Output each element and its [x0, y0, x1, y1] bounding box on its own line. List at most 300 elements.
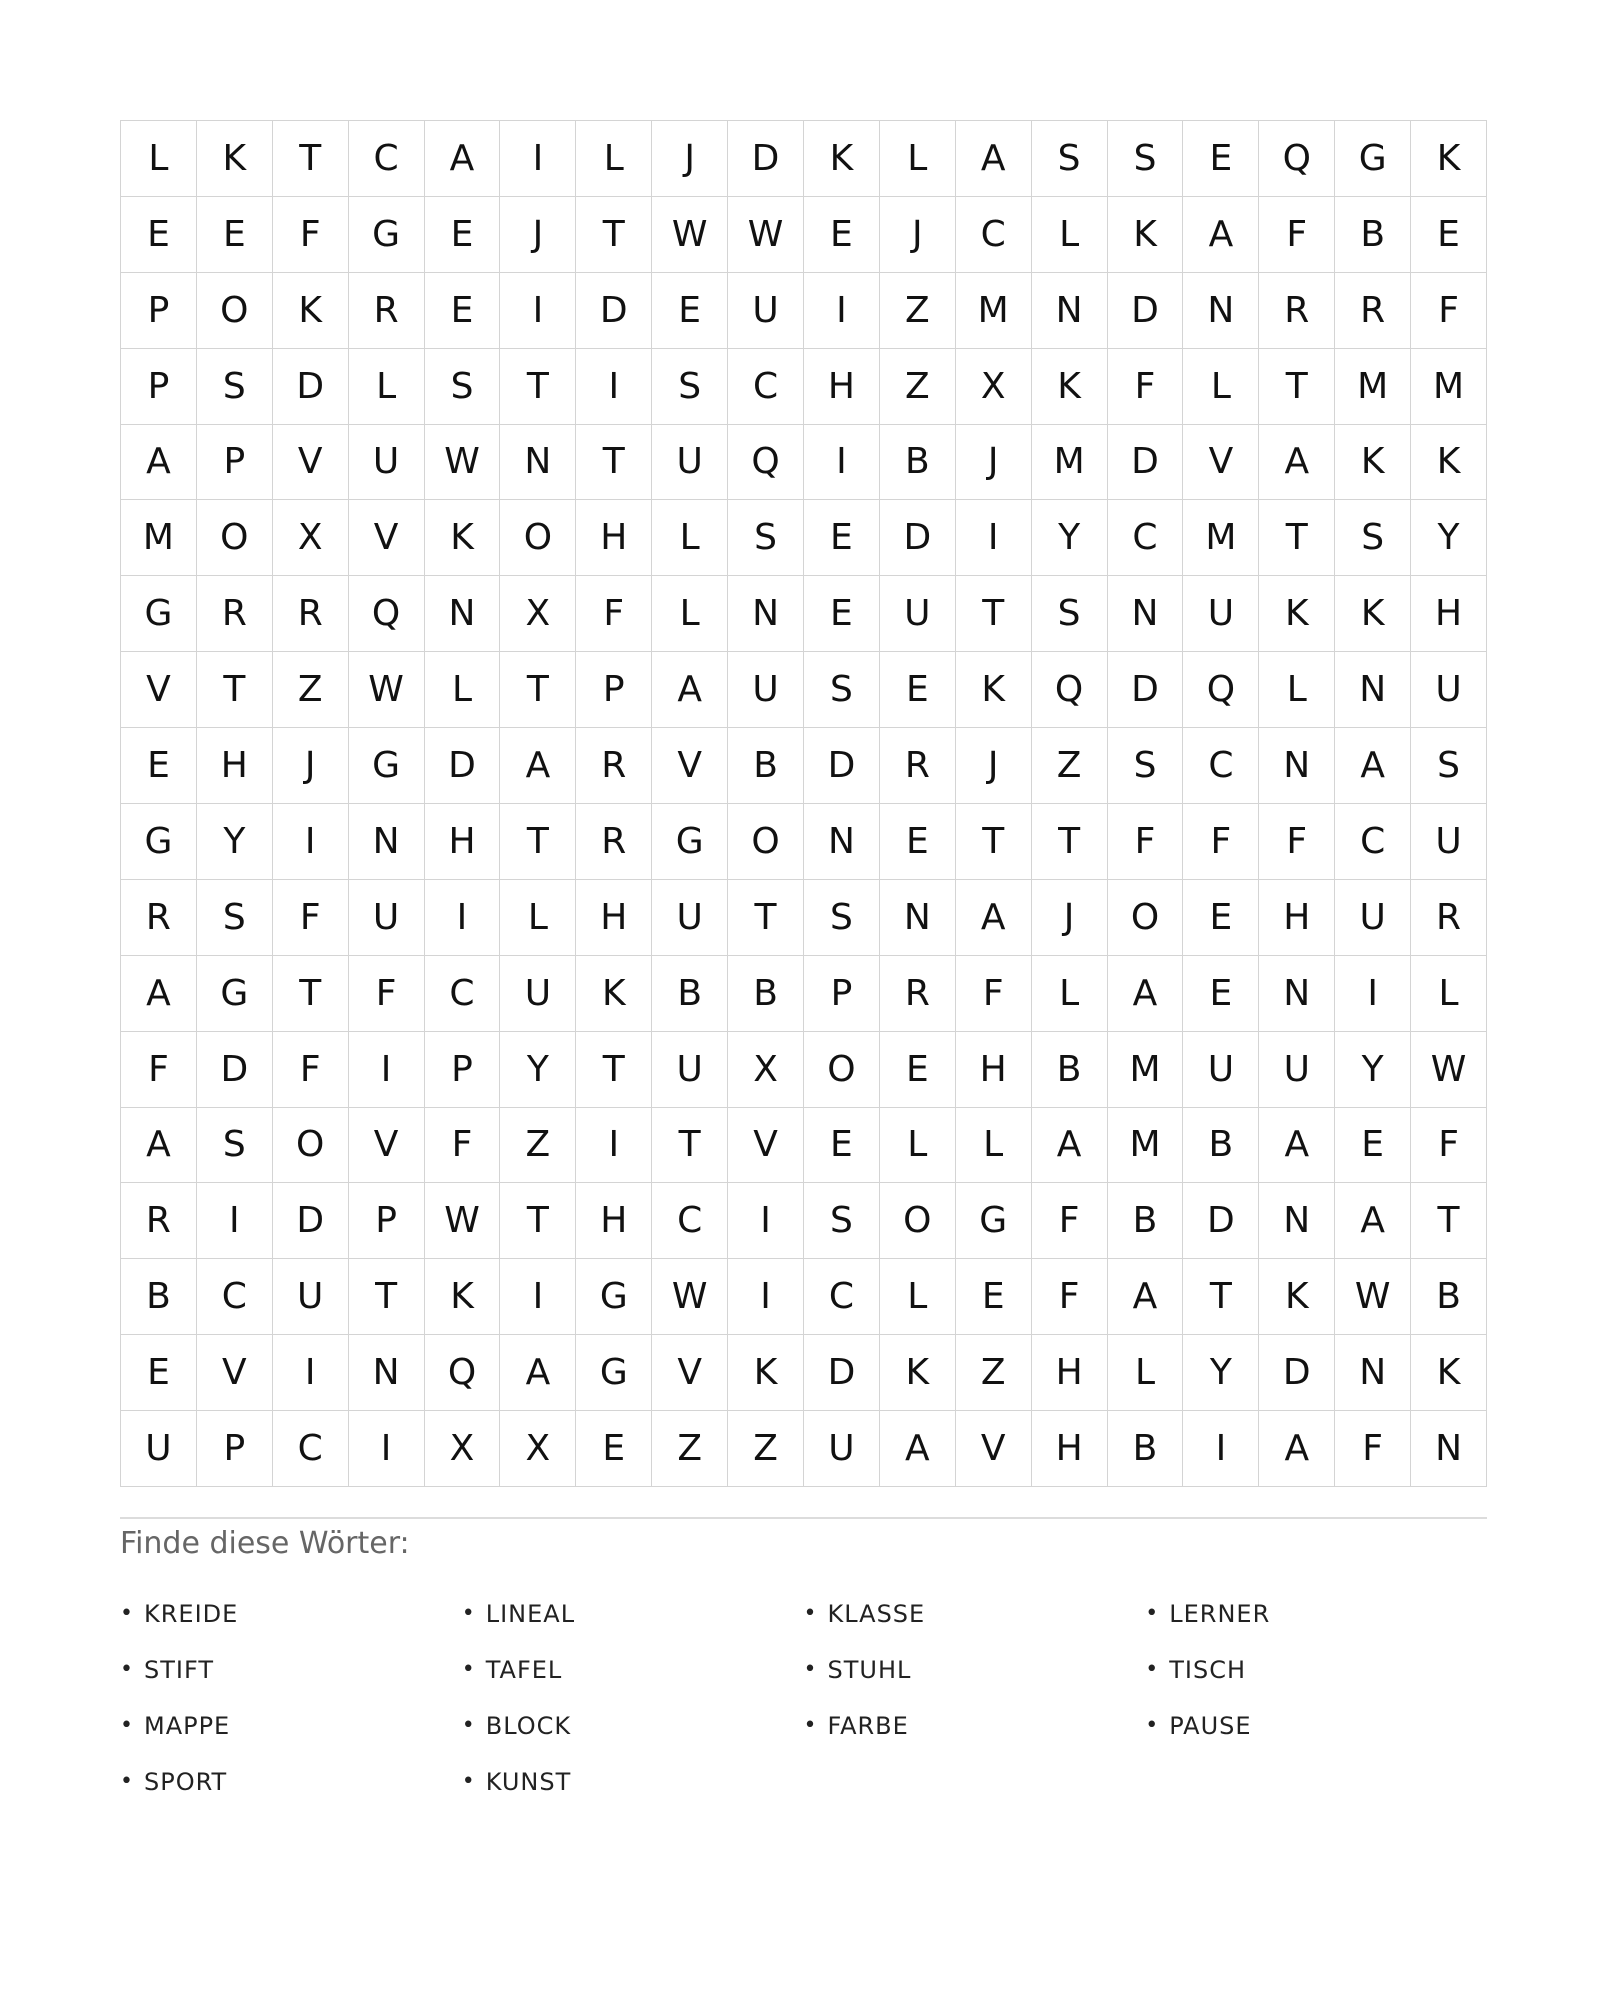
grid-cell[interactable]: R [121, 1183, 197, 1259]
grid-cell[interactable]: O [1108, 880, 1184, 956]
grid-cell[interactable]: T [1259, 349, 1335, 425]
grid-cell[interactable]: U [728, 273, 804, 349]
grid-cell[interactable]: F [1411, 1108, 1487, 1184]
grid-cell[interactable]: Q [1183, 652, 1259, 728]
grid-cell[interactable]: C [1108, 500, 1184, 576]
grid-cell[interactable]: V [1183, 425, 1259, 501]
grid-cell[interactable]: S [1032, 576, 1108, 652]
grid-cell[interactable]: J [652, 121, 728, 197]
grid-cell[interactable]: C [349, 121, 425, 197]
grid-cell[interactable]: E [804, 576, 880, 652]
grid-cell[interactable]: E [1183, 880, 1259, 956]
grid-cell[interactable]: L [1032, 956, 1108, 1032]
grid-cell[interactable]: A [956, 880, 1032, 956]
grid-cell[interactable]: S [1032, 121, 1108, 197]
grid-cell[interactable]: N [1335, 1335, 1411, 1411]
grid-cell[interactable]: I [728, 1259, 804, 1335]
grid-cell[interactable]: G [576, 1259, 652, 1335]
grid-cell[interactable]: E [121, 197, 197, 273]
grid-cell[interactable]: H [804, 349, 880, 425]
grid-cell[interactable]: T [956, 804, 1032, 880]
grid-cell[interactable]: M [1335, 349, 1411, 425]
grid-cell[interactable]: K [728, 1335, 804, 1411]
grid-cell[interactable]: A [1183, 197, 1259, 273]
grid-cell[interactable]: J [956, 728, 1032, 804]
grid-cell[interactable]: M [1411, 349, 1487, 425]
grid-cell[interactable]: N [500, 425, 576, 501]
grid-cell[interactable]: T [273, 121, 349, 197]
grid-cell[interactable]: F [121, 1032, 197, 1108]
grid-cell[interactable]: L [576, 121, 652, 197]
grid-cell[interactable]: J [880, 197, 956, 273]
grid-cell[interactable]: E [880, 804, 956, 880]
grid-cell[interactable]: F [1335, 1411, 1411, 1487]
grid-cell[interactable]: B [1108, 1183, 1184, 1259]
grid-cell[interactable]: H [425, 804, 501, 880]
grid-cell[interactable]: K [1032, 349, 1108, 425]
grid-cell[interactable]: T [500, 804, 576, 880]
grid-cell[interactable]: I [956, 500, 1032, 576]
grid-cell[interactable]: R [1259, 273, 1335, 349]
grid-cell[interactable]: U [121, 1411, 197, 1487]
grid-cell[interactable]: U [1183, 1032, 1259, 1108]
grid-cell[interactable]: T [1411, 1183, 1487, 1259]
grid-cell[interactable]: J [500, 197, 576, 273]
grid-cell[interactable]: D [1108, 652, 1184, 728]
grid-cell[interactable]: N [1335, 652, 1411, 728]
grid-cell[interactable]: S [197, 880, 273, 956]
grid-cell[interactable]: L [1183, 349, 1259, 425]
grid-cell[interactable]: A [1259, 425, 1335, 501]
grid-cell[interactable]: T [576, 1032, 652, 1108]
grid-cell[interactable]: E [576, 1411, 652, 1487]
grid-cell[interactable]: M [1183, 500, 1259, 576]
grid-cell[interactable]: U [804, 1411, 880, 1487]
grid-cell[interactable]: H [197, 728, 273, 804]
grid-cell[interactable]: F [576, 576, 652, 652]
grid-cell[interactable]: U [1183, 576, 1259, 652]
grid-cell[interactable]: S [197, 349, 273, 425]
grid-cell[interactable]: T [576, 197, 652, 273]
grid-cell[interactable]: S [1335, 500, 1411, 576]
grid-cell[interactable]: B [1411, 1259, 1487, 1335]
grid-cell[interactable]: V [349, 1108, 425, 1184]
grid-cell[interactable]: L [880, 121, 956, 197]
grid-cell[interactable]: D [728, 121, 804, 197]
grid-cell[interactable]: A [425, 121, 501, 197]
grid-cell[interactable]: A [500, 1335, 576, 1411]
grid-cell[interactable]: O [728, 804, 804, 880]
grid-cell[interactable]: L [652, 576, 728, 652]
grid-cell[interactable]: O [273, 1108, 349, 1184]
grid-cell[interactable]: D [197, 1032, 273, 1108]
grid-cell[interactable]: G [121, 804, 197, 880]
grid-cell[interactable]: W [425, 1183, 501, 1259]
grid-cell[interactable]: F [956, 956, 1032, 1032]
grid-cell[interactable]: U [652, 1032, 728, 1108]
grid-cell[interactable]: X [500, 576, 576, 652]
grid-cell[interactable]: N [1259, 728, 1335, 804]
grid-cell[interactable]: K [1259, 1259, 1335, 1335]
grid-cell[interactable]: G [197, 956, 273, 1032]
grid-cell[interactable]: B [121, 1259, 197, 1335]
grid-cell[interactable]: B [1108, 1411, 1184, 1487]
grid-cell[interactable]: B [880, 425, 956, 501]
grid-cell[interactable]: R [1411, 880, 1487, 956]
grid-cell[interactable]: W [652, 197, 728, 273]
grid-cell[interactable]: E [880, 1032, 956, 1108]
grid-cell[interactable]: Z [500, 1108, 576, 1184]
grid-cell[interactable]: H [576, 880, 652, 956]
grid-cell[interactable]: I [500, 121, 576, 197]
grid-cell[interactable]: W [425, 425, 501, 501]
grid-cell[interactable]: K [1108, 197, 1184, 273]
grid-cell[interactable]: C [956, 197, 1032, 273]
grid-cell[interactable]: D [576, 273, 652, 349]
grid-cell[interactable]: F [1183, 804, 1259, 880]
grid-cell[interactable]: X [273, 500, 349, 576]
grid-cell[interactable]: D [1183, 1183, 1259, 1259]
grid-cell[interactable]: Z [956, 1335, 1032, 1411]
grid-cell[interactable]: T [1032, 804, 1108, 880]
grid-cell[interactable]: T [500, 1183, 576, 1259]
grid-cell[interactable]: K [1411, 121, 1487, 197]
grid-cell[interactable]: T [576, 425, 652, 501]
grid-cell[interactable]: G [956, 1183, 1032, 1259]
grid-cell[interactable]: A [1108, 956, 1184, 1032]
grid-cell[interactable]: I [273, 1335, 349, 1411]
grid-cell[interactable]: B [652, 956, 728, 1032]
grid-cell[interactable]: Y [197, 804, 273, 880]
grid-cell[interactable]: F [1108, 349, 1184, 425]
grid-cell[interactable]: O [804, 1032, 880, 1108]
grid-cell[interactable]: A [121, 956, 197, 1032]
grid-cell[interactable]: K [425, 1259, 501, 1335]
grid-cell[interactable]: J [956, 425, 1032, 501]
grid-cell[interactable]: T [728, 880, 804, 956]
grid-cell[interactable]: K [1335, 425, 1411, 501]
grid-cell[interactable]: U [1411, 804, 1487, 880]
grid-cell[interactable]: G [121, 576, 197, 652]
grid-cell[interactable]: I [576, 1108, 652, 1184]
grid-cell[interactable]: T [500, 652, 576, 728]
grid-cell[interactable]: Y [1411, 500, 1487, 576]
grid-cell[interactable]: Y [1032, 500, 1108, 576]
grid-cell[interactable]: D [804, 1335, 880, 1411]
grid-cell[interactable]: H [956, 1032, 1032, 1108]
grid-cell[interactable]: R [349, 273, 425, 349]
grid-cell[interactable]: O [500, 500, 576, 576]
grid-cell[interactable]: A [121, 1108, 197, 1184]
grid-cell[interactable]: Z [1032, 728, 1108, 804]
grid-cell[interactable]: H [1032, 1411, 1108, 1487]
grid-cell[interactable]: R [1335, 273, 1411, 349]
grid-cell[interactable]: K [576, 956, 652, 1032]
grid-cell[interactable]: Z [880, 349, 956, 425]
grid-cell[interactable]: F [273, 197, 349, 273]
grid-cell[interactable]: L [500, 880, 576, 956]
grid-cell[interactable]: V [652, 1335, 728, 1411]
grid-cell[interactable]: K [425, 500, 501, 576]
grid-cell[interactable]: H [576, 1183, 652, 1259]
grid-cell[interactable]: O [197, 273, 273, 349]
grid-cell[interactable]: N [1259, 956, 1335, 1032]
grid-cell[interactable]: E [880, 652, 956, 728]
grid-cell[interactable]: E [1335, 1108, 1411, 1184]
grid-cell[interactable]: U [1335, 880, 1411, 956]
grid-cell[interactable]: J [1032, 880, 1108, 956]
grid-cell[interactable]: L [880, 1108, 956, 1184]
grid-cell[interactable]: C [728, 349, 804, 425]
grid-cell[interactable]: B [728, 956, 804, 1032]
grid-cell[interactable]: K [197, 121, 273, 197]
grid-cell[interactable]: K [804, 121, 880, 197]
grid-cell[interactable]: R [880, 728, 956, 804]
grid-cell[interactable]: I [425, 880, 501, 956]
grid-cell[interactable]: L [121, 121, 197, 197]
grid-cell[interactable]: S [804, 880, 880, 956]
grid-cell[interactable]: M [1108, 1032, 1184, 1108]
grid-cell[interactable]: E [652, 273, 728, 349]
grid-cell[interactable]: C [197, 1259, 273, 1335]
grid-cell[interactable]: F [1411, 273, 1487, 349]
grid-cell[interactable]: E [804, 197, 880, 273]
grid-cell[interactable]: L [1108, 1335, 1184, 1411]
grid-cell[interactable]: I [804, 273, 880, 349]
grid-cell[interactable]: R [880, 956, 956, 1032]
grid-cell[interactable]: F [1032, 1183, 1108, 1259]
grid-cell[interactable]: I [273, 804, 349, 880]
grid-cell[interactable]: B [1335, 197, 1411, 273]
grid-cell[interactable]: C [273, 1411, 349, 1487]
grid-cell[interactable]: U [273, 1259, 349, 1335]
grid-cell[interactable]: Y [500, 1032, 576, 1108]
grid-cell[interactable]: V [197, 1335, 273, 1411]
grid-cell[interactable]: V [349, 500, 425, 576]
grid-cell[interactable]: Z [880, 273, 956, 349]
grid-cell[interactable]: D [1108, 425, 1184, 501]
grid-cell[interactable]: M [956, 273, 1032, 349]
grid-cell[interactable]: T [197, 652, 273, 728]
grid-cell[interactable]: E [121, 728, 197, 804]
grid-cell[interactable]: I [576, 349, 652, 425]
grid-cell[interactable]: N [728, 576, 804, 652]
grid-cell[interactable]: L [1411, 956, 1487, 1032]
grid-cell[interactable]: X [728, 1032, 804, 1108]
grid-cell[interactable]: D [804, 728, 880, 804]
grid-cell[interactable]: G [652, 804, 728, 880]
grid-cell[interactable]: N [425, 576, 501, 652]
grid-cell[interactable]: A [500, 728, 576, 804]
grid-cell[interactable]: M [1032, 425, 1108, 501]
grid-cell[interactable]: P [121, 349, 197, 425]
grid-cell[interactable]: F [273, 1032, 349, 1108]
grid-cell[interactable]: T [1259, 500, 1335, 576]
grid-cell[interactable]: R [576, 728, 652, 804]
grid-cell[interactable]: A [652, 652, 728, 728]
grid-cell[interactable]: I [349, 1411, 425, 1487]
grid-cell[interactable]: O [197, 500, 273, 576]
grid-cell[interactable]: U [349, 880, 425, 956]
grid-cell[interactable]: N [1108, 576, 1184, 652]
grid-cell[interactable]: N [1411, 1411, 1487, 1487]
grid-cell[interactable]: E [1411, 197, 1487, 273]
grid-cell[interactable]: L [425, 652, 501, 728]
grid-cell[interactable]: I [500, 273, 576, 349]
grid-cell[interactable]: E [425, 197, 501, 273]
grid-cell[interactable]: P [121, 273, 197, 349]
grid-cell[interactable]: N [804, 804, 880, 880]
grid-cell[interactable]: R [121, 880, 197, 956]
grid-cell[interactable]: N [349, 1335, 425, 1411]
grid-cell[interactable]: W [1411, 1032, 1487, 1108]
grid-cell[interactable]: A [956, 121, 1032, 197]
grid-cell[interactable]: E [956, 1259, 1032, 1335]
grid-cell[interactable]: U [500, 956, 576, 1032]
grid-cell[interactable]: U [1411, 652, 1487, 728]
grid-cell[interactable]: Q [1032, 652, 1108, 728]
grid-cell[interactable]: K [1259, 576, 1335, 652]
grid-cell[interactable]: P [576, 652, 652, 728]
grid-cell[interactable]: L [652, 500, 728, 576]
grid-cell[interactable]: I [728, 1183, 804, 1259]
grid-cell[interactable]: Q [1259, 121, 1335, 197]
grid-cell[interactable]: T [1183, 1259, 1259, 1335]
grid-cell[interactable]: K [880, 1335, 956, 1411]
grid-cell[interactable]: G [576, 1335, 652, 1411]
grid-cell[interactable]: R [197, 576, 273, 652]
grid-cell[interactable]: N [349, 804, 425, 880]
grid-cell[interactable]: E [1183, 956, 1259, 1032]
grid-cell[interactable]: Y [1335, 1032, 1411, 1108]
grid-cell[interactable]: F [1032, 1259, 1108, 1335]
grid-cell[interactable]: I [1183, 1411, 1259, 1487]
grid-cell[interactable]: V [652, 728, 728, 804]
grid-cell[interactable]: I [349, 1032, 425, 1108]
grid-cell[interactable]: O [880, 1183, 956, 1259]
grid-cell[interactable]: A [1259, 1108, 1335, 1184]
grid-cell[interactable]: D [1259, 1335, 1335, 1411]
grid-cell[interactable]: N [880, 880, 956, 956]
grid-cell[interactable]: L [349, 349, 425, 425]
grid-cell[interactable]: P [197, 1411, 273, 1487]
grid-cell[interactable]: K [1411, 1335, 1487, 1411]
grid-cell[interactable]: D [273, 349, 349, 425]
grid-cell[interactable]: S [728, 500, 804, 576]
grid-cell[interactable]: G [1335, 121, 1411, 197]
grid-cell[interactable]: U [349, 425, 425, 501]
grid-cell[interactable]: E [1183, 121, 1259, 197]
grid-cell[interactable]: X [500, 1411, 576, 1487]
grid-cell[interactable]: X [425, 1411, 501, 1487]
grid-cell[interactable]: S [1108, 121, 1184, 197]
grid-cell[interactable]: Z [728, 1411, 804, 1487]
grid-cell[interactable]: U [728, 652, 804, 728]
grid-cell[interactable]: B [728, 728, 804, 804]
grid-cell[interactable]: L [1259, 652, 1335, 728]
grid-cell[interactable]: Q [728, 425, 804, 501]
grid-cell[interactable]: U [652, 880, 728, 956]
grid-cell[interactable]: R [273, 576, 349, 652]
grid-cell[interactable]: U [1259, 1032, 1335, 1108]
grid-cell[interactable]: R [576, 804, 652, 880]
grid-cell[interactable]: Z [273, 652, 349, 728]
grid-cell[interactable]: B [1183, 1108, 1259, 1184]
grid-cell[interactable]: K [1335, 576, 1411, 652]
grid-cell[interactable]: Q [425, 1335, 501, 1411]
grid-cell[interactable]: I [1335, 956, 1411, 1032]
grid-cell[interactable]: D [1108, 273, 1184, 349]
grid-cell[interactable]: C [1183, 728, 1259, 804]
grid-cell[interactable]: A [1259, 1411, 1335, 1487]
grid-cell[interactable]: F [425, 1108, 501, 1184]
grid-cell[interactable]: H [1032, 1335, 1108, 1411]
grid-cell[interactable]: I [500, 1259, 576, 1335]
grid-cell[interactable]: D [425, 728, 501, 804]
grid-cell[interactable]: C [804, 1259, 880, 1335]
grid-cell[interactable]: S [197, 1108, 273, 1184]
grid-cell[interactable]: N [1183, 273, 1259, 349]
grid-cell[interactable]: V [121, 652, 197, 728]
grid-cell[interactable]: I [197, 1183, 273, 1259]
grid-cell[interactable]: A [1108, 1259, 1184, 1335]
grid-cell[interactable]: U [880, 576, 956, 652]
grid-cell[interactable]: N [1032, 273, 1108, 349]
grid-cell[interactable]: E [121, 1335, 197, 1411]
grid-cell[interactable]: A [1335, 728, 1411, 804]
grid-cell[interactable]: Z [652, 1411, 728, 1487]
grid-cell[interactable]: C [425, 956, 501, 1032]
grid-cell[interactable]: J [273, 728, 349, 804]
grid-cell[interactable]: A [121, 425, 197, 501]
grid-cell[interactable]: V [273, 425, 349, 501]
grid-cell[interactable]: S [804, 1183, 880, 1259]
grid-cell[interactable]: K [1411, 425, 1487, 501]
grid-cell[interactable]: T [956, 576, 1032, 652]
grid-cell[interactable]: S [1411, 728, 1487, 804]
grid-cell[interactable]: H [1411, 576, 1487, 652]
grid-cell[interactable]: E [804, 500, 880, 576]
grid-cell[interactable]: X [956, 349, 1032, 425]
grid-cell[interactable]: L [956, 1108, 1032, 1184]
grid-cell[interactable]: F [1108, 804, 1184, 880]
grid-cell[interactable]: S [425, 349, 501, 425]
grid-cell[interactable]: F [273, 880, 349, 956]
grid-cell[interactable]: T [652, 1108, 728, 1184]
grid-cell[interactable]: C [652, 1183, 728, 1259]
grid-cell[interactable]: L [1032, 197, 1108, 273]
grid-cell[interactable]: H [576, 500, 652, 576]
grid-cell[interactable]: G [349, 197, 425, 273]
grid-cell[interactable]: A [1032, 1108, 1108, 1184]
grid-cell[interactable]: S [1108, 728, 1184, 804]
grid-cell[interactable]: S [652, 349, 728, 425]
grid-cell[interactable]: H [1259, 880, 1335, 956]
grid-cell[interactable]: W [728, 197, 804, 273]
grid-cell[interactable]: F [1259, 197, 1335, 273]
grid-cell[interactable]: P [804, 956, 880, 1032]
grid-cell[interactable]: S [804, 652, 880, 728]
grid-cell[interactable]: E [804, 1108, 880, 1184]
grid-cell[interactable]: D [880, 500, 956, 576]
grid-cell[interactable]: D [273, 1183, 349, 1259]
grid-cell[interactable]: V [956, 1411, 1032, 1487]
grid-cell[interactable]: Y [1183, 1335, 1259, 1411]
grid-cell[interactable]: T [273, 956, 349, 1032]
grid-cell[interactable]: A [1335, 1183, 1411, 1259]
grid-cell[interactable]: L [880, 1259, 956, 1335]
grid-cell[interactable]: K [273, 273, 349, 349]
